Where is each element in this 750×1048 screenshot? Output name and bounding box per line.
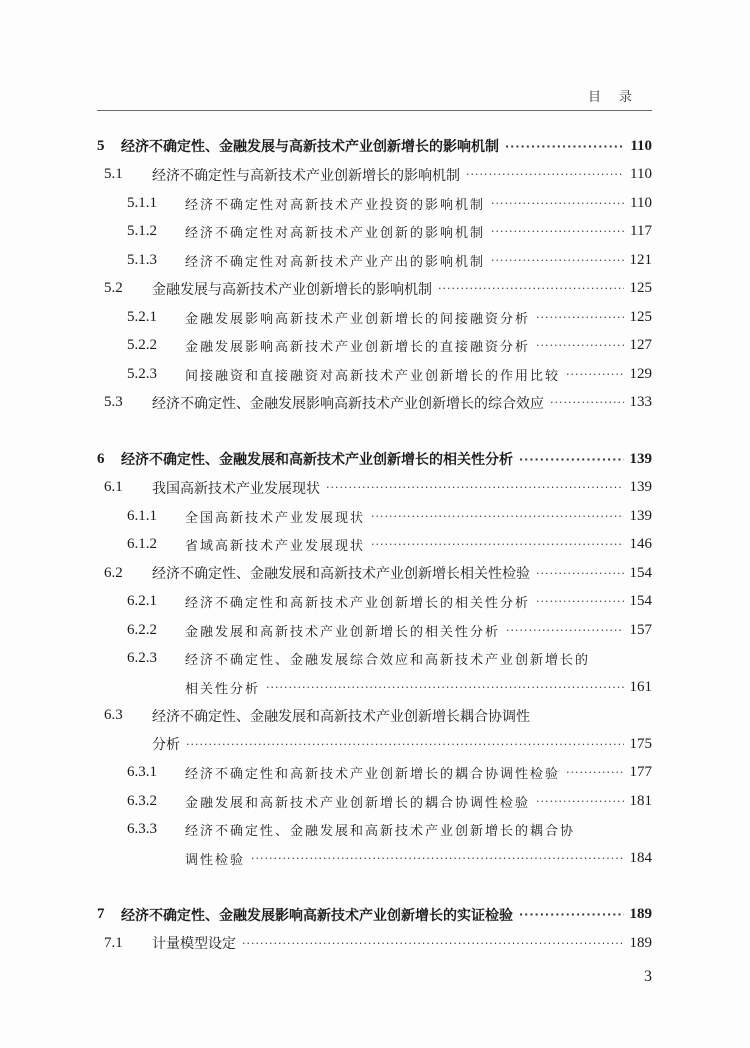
chapter-gap — [97, 873, 652, 901]
dot-leader — [438, 282, 624, 295]
toc-number: 6 — [97, 450, 105, 467]
toc-subsection-5-2-1[interactable] — [97, 303, 652, 332]
toc-page-number: 189 — [629, 906, 652, 923]
toc-page-number: 146 — [629, 536, 652, 553]
toc-subsection-6-2-1[interactable] — [97, 588, 652, 617]
toc-title: 经济不确定性与高新技术产业创新增长的影响机制 — [152, 167, 460, 184]
toc-title: 金融发展影响高新技术产业创新增长的间接融资分析 — [185, 311, 531, 327]
toc-page-number: 127 — [629, 337, 652, 354]
toc-page-number: 189 — [629, 934, 652, 951]
dot-leader — [491, 225, 624, 238]
toc-title: 经济不确定性、金融发展和高新技术产业创新增长的耦合协 — [185, 824, 576, 840]
toc-title: 经济不确定性对高新技术产业产出的影响机制 — [185, 254, 486, 270]
toc-page-number: 125 — [629, 308, 652, 325]
dot-leader — [519, 453, 624, 466]
toc-number: 5.1.3 — [127, 251, 157, 268]
toc-number: 5.1 — [104, 166, 123, 183]
toc-title: 分析 — [152, 737, 180, 754]
dot-leader — [466, 168, 624, 181]
running-head-title: 目录 — [587, 90, 650, 105]
toc-page-number: 133 — [629, 394, 652, 411]
toc-page-number: 117 — [630, 223, 652, 240]
toc-subsection-6-3-3-continued[interactable] — [97, 844, 652, 873]
toc-title: 间接融资和直接融资对高新技术产业创新增长的作用比较 — [185, 368, 561, 384]
toc-chapter-7[interactable] — [97, 901, 652, 930]
toc-number: 5.2.1 — [127, 308, 157, 325]
toc-title: 全国高新技术产业发展现状 — [185, 510, 366, 526]
toc-number: 5.1.1 — [127, 194, 157, 211]
toc-title: 经济不确定性、金融发展影响高新技术产业创新增长的实证检验 — [121, 907, 513, 924]
toc-title: 经济不确定性、金融发展和高新技术产业创新增长相关性检验 — [152, 566, 530, 583]
toc-number: 6.2 — [104, 564, 123, 581]
dot-leader — [536, 339, 623, 352]
chapter-gap — [97, 417, 652, 445]
toc-number: 5.2.3 — [127, 365, 157, 382]
toc-subsection-5-2-3[interactable] — [97, 360, 652, 389]
toc-page-number: 175 — [629, 735, 652, 752]
toc-number: 7.1 — [104, 934, 123, 951]
toc-section-6-1[interactable] — [97, 474, 652, 503]
toc-page-number: 121 — [629, 251, 652, 268]
toc-page-number: 139 — [629, 507, 652, 524]
dot-leader — [491, 197, 624, 210]
toc-title: 相关性分析 — [185, 681, 261, 697]
toc-section-6-2[interactable] — [97, 559, 652, 588]
toc-title: 经济不确定性对高新技术产业投资的影响机制 — [185, 197, 486, 213]
toc-subsection-6-3-1[interactable] — [97, 759, 652, 788]
toc-section-6-3-continued[interactable] — [97, 730, 652, 759]
toc-page-number: 110 — [630, 194, 652, 211]
toc-number: 6.3.3 — [127, 821, 157, 838]
toc-subsection-5-1-2[interactable] — [97, 218, 652, 247]
toc-number: 6.1.1 — [127, 507, 157, 524]
toc-title: 调性检验 — [185, 852, 246, 868]
toc-number: 6.1.2 — [127, 536, 157, 553]
toc-title: 计量模型设定 — [152, 936, 236, 953]
toc-page-number: 181 — [629, 792, 652, 809]
toc-subsection-6-2-3[interactable] — [97, 645, 652, 674]
toc-title: 经济不确定性、金融发展影响高新技术产业创新增长的综合效应 — [152, 395, 544, 412]
dot-leader — [536, 311, 623, 324]
toc-page-number: 110 — [630, 166, 652, 183]
table-of-contents — [97, 132, 652, 958]
toc-page-number: 177 — [629, 764, 652, 781]
toc-page-number: 184 — [629, 849, 652, 866]
dot-leader — [266, 681, 623, 694]
toc-title: 经济不确定性对高新技术产业创新的影响机制 — [185, 226, 486, 242]
page-number: 3 — [644, 968, 652, 985]
toc-title: 经济不确定性、金融发展和高新技术产业创新增长的相关性分析 — [121, 452, 513, 469]
toc-title: 金融发展和高新技术产业创新增长的相关性分析 — [185, 624, 501, 640]
dot-leader — [371, 510, 623, 523]
toc-title: 金融发展和高新技术产业创新增长的耦合协调性检验 — [185, 795, 531, 811]
dot-leader — [536, 595, 623, 608]
dot-leader — [536, 567, 624, 580]
toc-number: 6.3 — [104, 707, 123, 724]
toc-page-number: 161 — [629, 678, 652, 695]
toc-number: 5.2 — [104, 280, 123, 297]
toc-section-5-3[interactable] — [97, 389, 652, 418]
toc-page-number: 125 — [629, 280, 652, 297]
dot-leader — [326, 481, 624, 494]
toc-subsection-6-2-2[interactable] — [97, 616, 652, 645]
toc-page-number: 129 — [629, 365, 652, 382]
toc-page-number: 139 — [629, 450, 652, 467]
toc-number: 6.1 — [104, 479, 123, 496]
toc-section-6-3[interactable] — [97, 702, 652, 731]
dot-leader — [519, 908, 624, 921]
toc-number: 6.3.1 — [127, 764, 157, 781]
dot-leader — [566, 766, 623, 779]
toc-chapter-5[interactable] — [97, 132, 652, 161]
toc-section-7-1[interactable] — [97, 929, 652, 958]
toc-subsection-6-1-1[interactable] — [97, 502, 652, 531]
dot-leader — [505, 140, 624, 153]
toc-subsection-6-3-2[interactable] — [97, 787, 652, 816]
toc-subsection-5-1-1[interactable] — [97, 189, 652, 218]
toc-title: 金融发展影响高新技术产业创新增长的直接融资分析 — [185, 340, 531, 356]
toc-title: 省域高新技术产业发展现状 — [185, 539, 366, 555]
toc-number: 5.2.2 — [127, 337, 157, 354]
dot-leader — [491, 254, 623, 267]
toc-title: 经济不确定性和高新技术产业创新增长的相关性分析 — [185, 596, 531, 612]
dot-leader — [506, 624, 623, 637]
running-head — [97, 86, 652, 111]
toc-section-5-2[interactable] — [97, 275, 652, 304]
toc-subsection-6-3-3[interactable] — [97, 816, 652, 845]
dot-leader — [242, 937, 624, 950]
toc-number: 5.3 — [104, 394, 123, 411]
toc-page-number: 110 — [630, 137, 652, 154]
toc-title: 我国高新技术产业发展现状 — [152, 480, 320, 497]
toc-page-number: 139 — [629, 479, 652, 496]
dot-leader — [251, 852, 623, 865]
toc-number: 6.2.2 — [127, 621, 157, 638]
toc-page-number: 157 — [629, 621, 652, 638]
toc-subsection-6-1-2[interactable] — [97, 531, 652, 560]
toc-number: 5 — [97, 137, 105, 154]
dot-leader — [186, 738, 624, 751]
toc-title: 经济不确定性、金融发展综合效应和高新技术产业创新增长的 — [185, 653, 591, 669]
toc-number: 7 — [97, 906, 105, 923]
toc-subsection-5-2-2[interactable] — [97, 332, 652, 361]
toc-number: 6.2.1 — [127, 593, 157, 610]
toc-number: 6.3.2 — [127, 792, 157, 809]
toc-subsection-6-2-3-continued[interactable] — [97, 673, 652, 702]
toc-chapter-6[interactable] — [97, 445, 652, 474]
toc-page-number: 154 — [629, 593, 652, 610]
toc-title: 经济不确定性和高新技术产业创新增长的耦合协调性检验 — [185, 767, 561, 783]
toc-section-5-1[interactable] — [97, 161, 652, 190]
dot-leader — [550, 396, 624, 409]
toc-number: 6.2.3 — [127, 650, 157, 667]
dot-leader — [536, 795, 623, 808]
toc-title: 金融发展与高新技术产业创新增长的影响机制 — [152, 281, 432, 298]
toc-subsection-5-1-3[interactable] — [97, 246, 652, 275]
toc-title: 经济不确定性、金融发展和高新技术产业创新增长耦合协调性 — [152, 708, 530, 725]
toc-title: 经济不确定性、金融发展与高新技术产业创新增长的影响机制 — [121, 139, 499, 156]
dot-leader — [566, 368, 623, 381]
dot-leader — [371, 538, 623, 551]
toc-page-number: 154 — [629, 564, 652, 581]
toc-number: 5.1.2 — [127, 223, 157, 240]
